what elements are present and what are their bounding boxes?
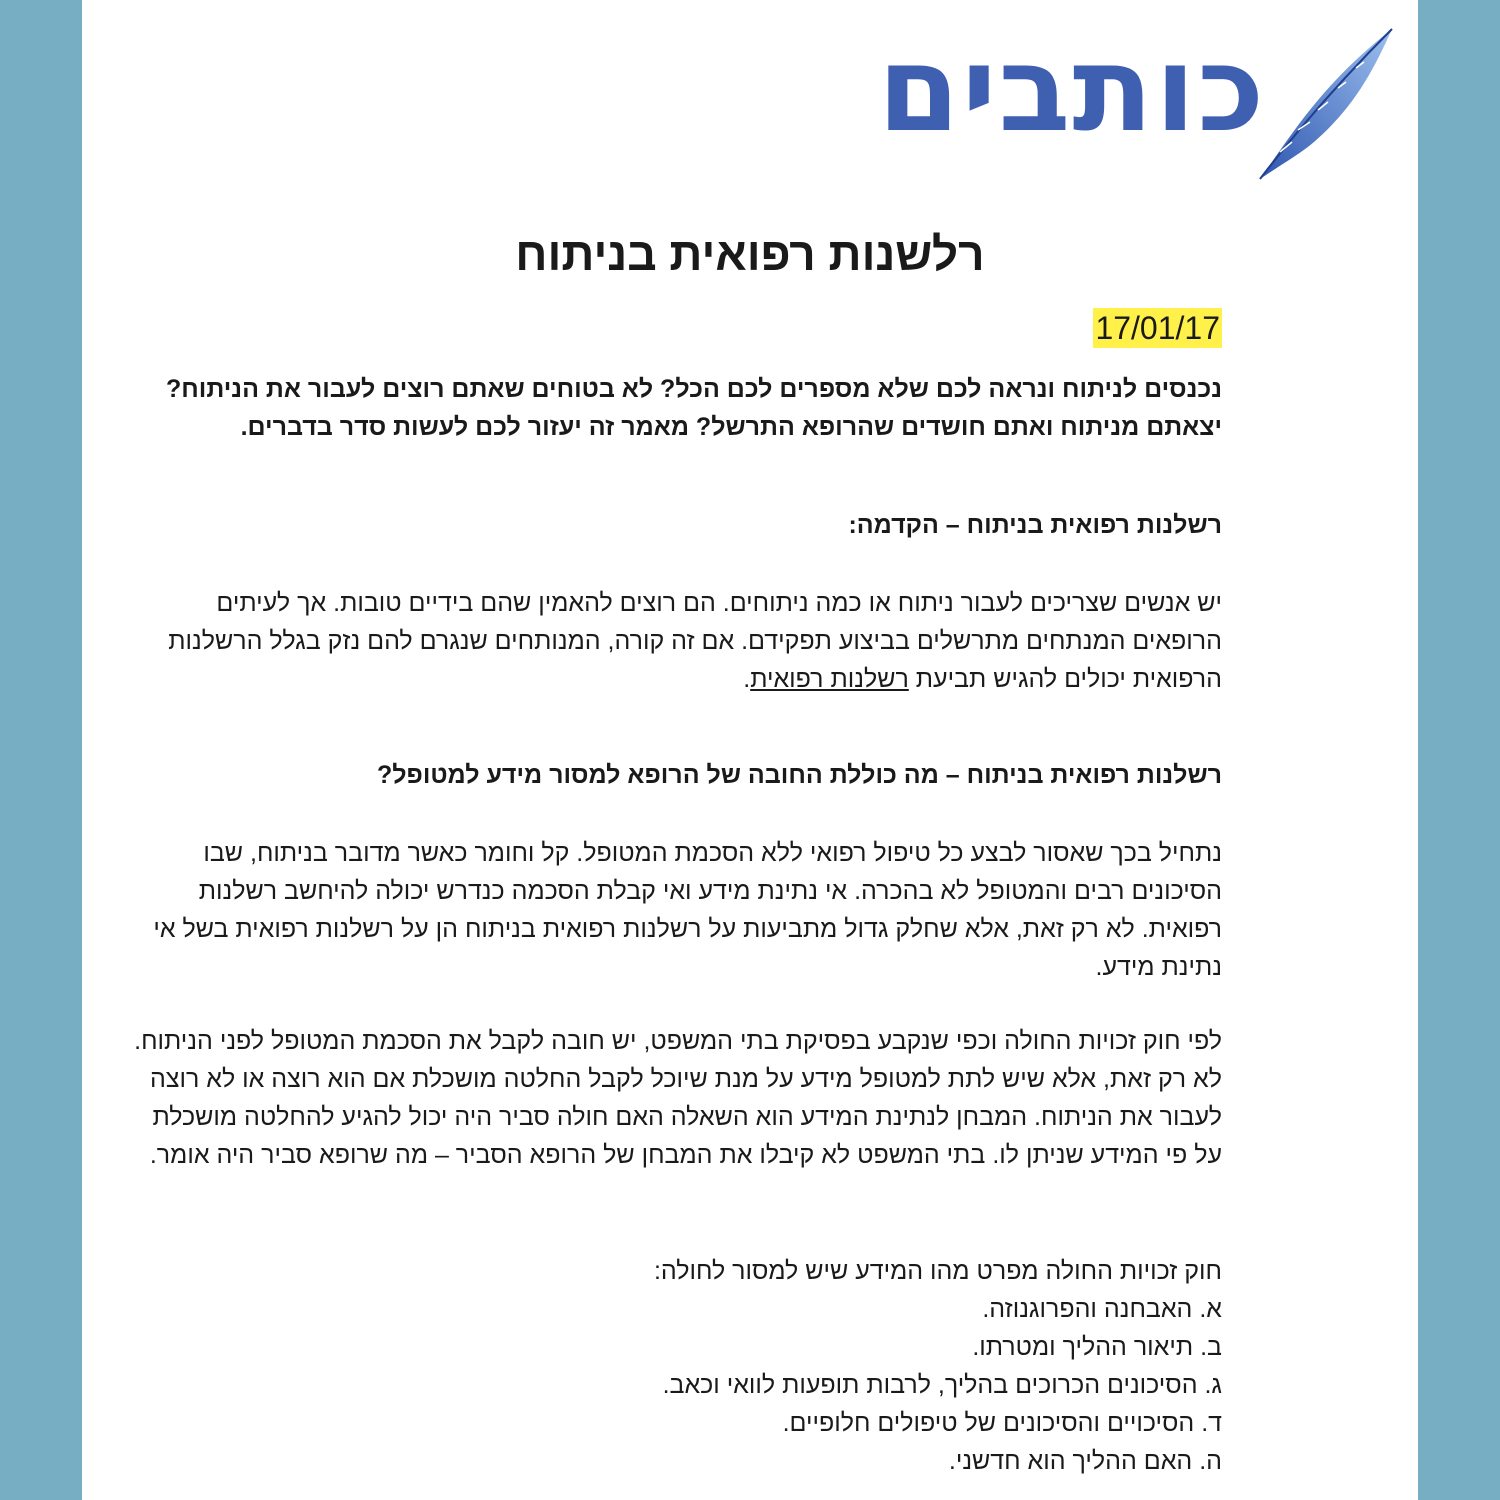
list-intro: חוק זכויות החולה מפרט מהו המידע שיש למסור לחולה: (653, 1257, 1222, 1285)
feather-quill-icon (1252, 14, 1402, 184)
section2-heading-block (122, 756, 1222, 794)
document-page (82, 0, 1418, 1500)
list-item: ג. הסיכונים הכרוכים בהליך, לרבות תופעות לוואי וכאב. (662, 1371, 1222, 1399)
intro-paragraph (122, 370, 1222, 446)
section2-paragraph-1 (122, 834, 1222, 986)
section1-text: יש אנשים שצריכים לעבור ניתוח או כמה ניתוחים. הם רוצים להאמין שהם בידיים טובות. אך לעיתים הרופאים המנתחים מתרשלים בביצוע תפקידם. אם זה קורה, המנותחים שנגרם להם נזק בגלל הרשלנות הרפואית יכולים להגיש תביעת (168, 589, 1222, 693)
list-item: א. האבחנה והפרוגנוזה. (982, 1295, 1222, 1323)
date-highlight: 17/01/17 (1095, 310, 1220, 346)
information-list (122, 1290, 1222, 1480)
section1-heading: רשלנות רפואית בניתוח – הקדמה: (848, 511, 1222, 539)
section1-text-end: . (743, 665, 751, 693)
medical-negligence-link[interactable]: רשלנות רפואית (750, 665, 909, 693)
page-title: רלשנות רפואית בניתוח (515, 228, 985, 280)
section2-para1-text: נתחיל בכך שאסור לבצע כל טיפול רפואי ללא הסכמת המטופל. קל וחומר כאשר מדובר בניתוח, שבו הסיכונים רבים והמטופל לא בהכרה. אי נתינת מידע ואי קבלת הסכמה כנדרש יכולה להיחשב רשלנות רפואית. לא רק זאת, אלא שחלק גדול מתביעות על רשלנות רפואית בניתוח הן על רשלנות רפואית בשל אי נתינת מידע. (153, 839, 1222, 981)
logo-text: כותבים (877, 20, 1267, 158)
section2-para2-text: לפי חוק זכויות החולה וכפי שנקבע בפסיקת בתי המשפט, יש חובה לקבל את הסכמת המטופל לפני הניתוח. לא רק זאת, אלא שיש לתת למטופל מידע על מנת שיוכל לקבל החלטה מושכלת אם הוא רוצה או לא רוצה לעבור את הניתוח. המבחן לנתינת המידע הוא השאלה האם חולה סביר היה יכול להגיע להחלטה מושכלת על פי המידע שניתן לו. בתי המשפט לא קיבלו את המבחן של הרופא הסביר – מה שרופא סביר היה אומר. (134, 1027, 1222, 1169)
list-item: ב. תיאור ההליך ומטרתו. (972, 1333, 1222, 1361)
section1-heading-block (122, 506, 1222, 544)
information-list-block (122, 1252, 1222, 1480)
kotvim-logo (872, 0, 1412, 200)
list-item: ה. האם ההליך הוא חדשני. (948, 1447, 1222, 1475)
section2-paragraph-2 (122, 1022, 1222, 1174)
section1-paragraph (122, 584, 1222, 698)
section2-heading: רשלנות רפואית בניתוח – מה כוללת החובה של הרופא למסור מידע למטופל? (376, 761, 1222, 789)
intro-text: נכנסים לניתוח ונראה לכם שלא מספרים לכם הכל? לא בטוחים שאתם רוצים לעבור את הניתוח? יצאתם מניתוח ואתם חושדים שהרופא התרשל? מאמר זה יעזור לכם לעשות סדר בדברים. (166, 375, 1222, 441)
list-item: ד. הסיכויים והסיכונים של טיפולים חלופיים. (782, 1409, 1222, 1437)
